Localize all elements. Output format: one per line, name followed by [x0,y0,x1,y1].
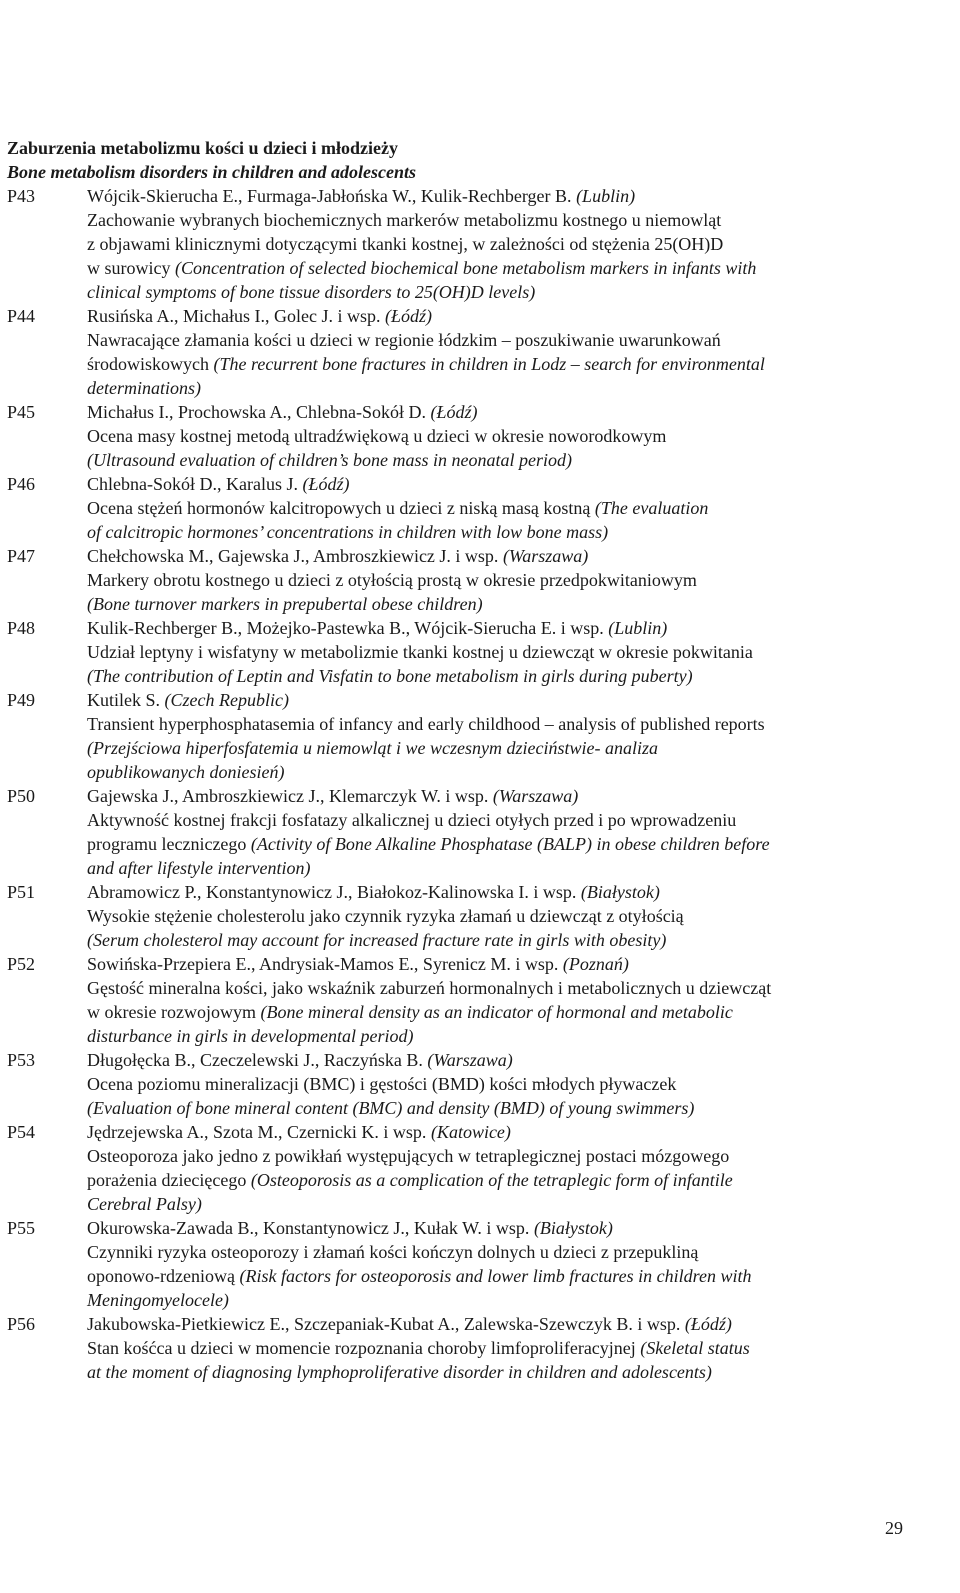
title-line [87,808,917,832]
authors-line [87,1312,917,1336]
title-line [87,328,917,352]
abstract-number: P55 [7,1218,36,1238]
authors: Rusińska A., Michałus I., Golec J. i wsp. [87,306,381,326]
polish-title: Transient hyperphosphatasemia of infancy and early childhood – analysis of published reports [87,714,765,734]
abstract-entry [7,688,917,784]
authors: Gajewska J., Ambroszkiewicz J., Klemarczyk W. i wsp. [87,786,489,806]
abstract-body [87,1216,917,1312]
title-line [87,1144,917,1168]
title-line [87,1240,917,1264]
authors-line [87,952,917,976]
authors: Jakubowska-Pietkiewicz E., Szczepaniak-Kubat A., Zalewska-Szewczyk B. i wsp. [87,1314,681,1334]
abstract-body [87,472,917,544]
abstract-body [87,400,917,472]
english-title: (Bone mineral density as an indicator of hormonal and metabolic [260,1002,733,1022]
title-line [87,376,917,400]
title-line [87,664,917,688]
title-line [87,1288,917,1312]
city: (Białystok) [533,1218,613,1238]
title-line [87,520,917,544]
authors-line [87,688,917,712]
polish-title: Udział leptyny i wisfatyny w metabolizmie tkanki kostnej u dziewcząt w okresie pokwitania [87,642,753,662]
city: (Lublin) [576,186,636,206]
abstract-entry [7,1312,917,1384]
title-line [87,1336,917,1360]
authors: Kulik-Rechberger B., Możejko-Pastewka B., Wójcik-Sierucha E. i wsp. [87,618,604,638]
english-title: opublikowanych doniesień) [87,762,285,782]
title-line [87,976,917,1000]
title-line [87,712,917,736]
abstract-number: P44 [7,306,36,326]
abstract-number: P46 [7,474,36,494]
title-line [87,1024,917,1048]
polish-title: Ocena stężeń hormonów kalcitropowych u dzieci z niską masą kostną [87,498,595,518]
abstract-entry [7,952,917,1048]
abstract-number: P51 [7,882,36,902]
english-title: (Evaluation of bone mineral content (BMC) and density (BMD) of young swimmers) [87,1098,695,1118]
english-title: (The contribution of Leptin and Visfatin to bone metabolism in girls during puberty) [87,666,693,686]
abstract-number: P54 [7,1122,36,1142]
abstract-number: P48 [7,618,36,638]
english-title: (The evaluation [594,498,709,518]
city: (Lublin) [608,618,668,638]
english-title: Cerebral Palsy) [87,1194,202,1214]
title-line [87,1072,917,1096]
polish-title: Ocena poziomu mineralizacji (BMC) i gęstości (BMD) kości młodych pływaczek [87,1074,677,1094]
polish-title: Nawracające złamania kości u dzieci w regionie łódzkim – poszukiwanie uwarunkowań [87,330,721,350]
city: (Katowice) [430,1122,511,1142]
title-line [87,832,917,856]
title-line [87,448,917,472]
polish-title: Czynniki ryzyka osteoporozy i złamań kości kończyn dolnych u dzieci z przepukliną [87,1242,699,1262]
abstract-body [87,880,917,952]
english-title: and after lifestyle intervention) [87,858,311,878]
english-title: disturbance in girls in developmental period) [87,1026,414,1046]
abstract-body [87,544,917,616]
city: (Łódź) [684,1314,732,1334]
city: (Poznań) [562,954,629,974]
authors: Jędrzejewska A., Szota M., Czernicki K. i wsp. [87,1122,427,1142]
city: (Warszawa) [502,546,589,566]
abstract-entry [7,400,917,472]
abstract-entry [7,784,917,880]
title-line [87,232,917,256]
english-title: (Concentration of selected biochemical bone metabolism markers in infants with [175,258,757,278]
authors-line [87,784,917,808]
title-line [87,1000,917,1024]
abstract-body [87,184,917,304]
city: (Łódź) [430,402,478,422]
polish-title: Stan kośćca u dzieci w momencie rozpoznania choroby limfoproliferacyjnej [87,1338,641,1358]
polish-title: Zachowanie wybranych biochemicznych markerów metabolizmu kostnego u niemowląt [87,210,722,230]
abstract-body [87,952,917,1048]
title-line [87,1360,917,1384]
authors-line [87,1048,917,1072]
english-title: (The recurrent bone fractures in children in Lodz – search for environmental [213,354,765,374]
title-line [87,1096,917,1120]
abstract-entry [7,472,917,544]
abstract-body [87,1048,917,1120]
title-line [87,256,917,280]
abstract-number: P47 [7,546,36,566]
abstract-number: P52 [7,954,36,974]
title-line [87,424,917,448]
english-title: (Bone turnover markers in prepubertal obese children) [87,594,483,614]
authors: Michałus I., Prochowska A., Chlebna-Sokół D. [87,402,426,422]
authors-line [87,400,917,424]
authors: Chlebna-Sokół D., Karalus J. [87,474,298,494]
title-line [87,904,917,928]
polish-title: środowiskowych [87,354,214,374]
title-line [87,928,917,952]
abstract-entry [7,1048,917,1120]
authors: Okurowska-Zawada B., Konstantynowicz J., Kułak W. i wsp. [87,1218,530,1238]
polish-title: w surowicy [87,258,175,278]
english-title: at the moment of diagnosing lymphoproliferative disorder in children and adolescents) [87,1362,712,1382]
abstract-body [87,1312,917,1384]
english-title: (Przejściowa hiperfosfatemia u niemowląt i we wczesnym dzieciństwie- analiza [87,738,658,758]
abstract-entry [7,544,917,616]
authors: Abramowicz P., Konstantynowicz J., Białokoz-Kalinowska I. i wsp. [87,882,577,902]
city: (Łódź) [384,306,432,326]
title-line [87,208,917,232]
authors-line [87,184,917,208]
authors: Wójcik-Skierucha E., Furmaga-Jabłońska W., Kulik-Rechberger B. [87,186,572,206]
english-title: (Osteoporosis as a complication of the tetraplegic form of infantile [250,1170,733,1190]
title-line [87,1168,917,1192]
english-title: of calcitropic hormones’ concentrations in children with low bone mass) [87,522,609,542]
abstract-entry [7,880,917,952]
polish-title: z objawami klinicznymi dotyczącymi tkanki kostnej, w zależności od stężenia 25(OH)D [87,234,724,254]
english-title: (Skeletal status [640,1338,750,1358]
title-line [87,1192,917,1216]
polish-title: programu leczniczego [87,834,251,854]
authors: Chełchowska M., Gajewska J., Ambroszkiewicz J. i wsp. [87,546,499,566]
english-title: determinations) [87,378,201,398]
city: (Warszawa) [492,786,579,806]
abstract-number: P45 [7,402,36,422]
abstract-body [87,784,917,880]
abstract-entry [7,1120,917,1216]
section-title: Zaburzenia metabolizmu kości u dzieci i młodzieży [7,138,398,158]
polish-title: Gęstość mineralna kości, jako wskaźnik zaburzeń hormonalnych i metabolicznych u dziewcząt [87,978,772,998]
authors-line [87,880,917,904]
abstract-entry [7,304,917,400]
polish-title: Markery obrotu kostnego u dzieci z otyłością prostą w okresie przedpokwitaniowym [87,570,697,590]
abstract-number: P49 [7,690,36,710]
polish-title: oponowo-rdzeniową [87,1266,240,1286]
authors-line [87,304,917,328]
title-line [87,1264,917,1288]
abstract-body [87,304,917,400]
abstract-entry [7,184,917,304]
city: (Czech Republic) [164,690,289,710]
english-title: (Risk factors for osteoporosis and lower limb fractures in children with [239,1266,752,1286]
abstract-body [87,688,917,784]
english-title: clinical symptoms of bone tissue disorders to 25(OH)D levels) [87,282,536,302]
abstract-number: P43 [7,186,36,206]
authors-line [87,1120,917,1144]
authors-line [87,544,917,568]
section-subtitle: Bone metabolism disorders in children and adolescents [7,162,417,182]
title-line [87,280,917,304]
polish-title: porażenia dziecięcego [87,1170,251,1190]
city: (Warszawa) [427,1050,513,1070]
title-line [87,496,917,520]
city: (Łódź) [302,474,350,494]
abstract-number: P50 [7,786,36,806]
authors: Sowińska-Przepiera E., Andrysiak-Mamos E., Syrenicz M. i wsp. [87,954,559,974]
authors: Kutilek S. [87,690,161,710]
abstract-list [7,184,917,1384]
title-line [87,568,917,592]
city: (Białystok) [580,882,660,902]
title-line [87,352,917,376]
page-number: 29 [885,1518,903,1538]
abstract-body [87,616,917,688]
authors-line [87,1216,917,1240]
polish-title: Osteoporoza jako jedno z powikłań występujących w tetraplegicznej postaci mózgowego [87,1146,730,1166]
english-title: (Serum cholesterol may account for increased fracture rate in girls with obesity) [87,930,667,950]
polish-title: Ocena masy kostnej metodą ultradźwiękową u dzieci w okresie noworodkowym [87,426,667,446]
polish-title: Wysokie stężenie cholesterolu jako czynnik ryzyka złamań u dziewcząt z otyłością [87,906,684,926]
abstract-body [87,1120,917,1216]
abstract-entry [7,1216,917,1312]
title-line [87,760,917,784]
title-line [87,856,917,880]
authors-line [87,472,917,496]
title-line [87,736,917,760]
title-line [87,592,917,616]
abstract-entry [7,616,917,688]
abstract-number: P56 [7,1314,36,1334]
english-title: Meningomyelocele) [87,1290,229,1310]
authors: Długołęcka B., Czeczelewski J., Raczyńska B. [87,1050,423,1070]
title-line [87,640,917,664]
english-title: (Ultrasound evaluation of children’s bone mass in neonatal period) [87,450,572,470]
polish-title: Aktywność kostnej frakcji fosfatazy alkalicznej u dzieci otyłych przed i po wprowadzeniu [87,810,737,830]
abstract-number: P53 [7,1050,36,1070]
authors-line [87,616,917,640]
english-title: (Activity of Bone Alkaline Phosphatase (BALP) in obese children before [250,834,770,854]
polish-title: w okresie rozwojowym [87,1002,261,1022]
